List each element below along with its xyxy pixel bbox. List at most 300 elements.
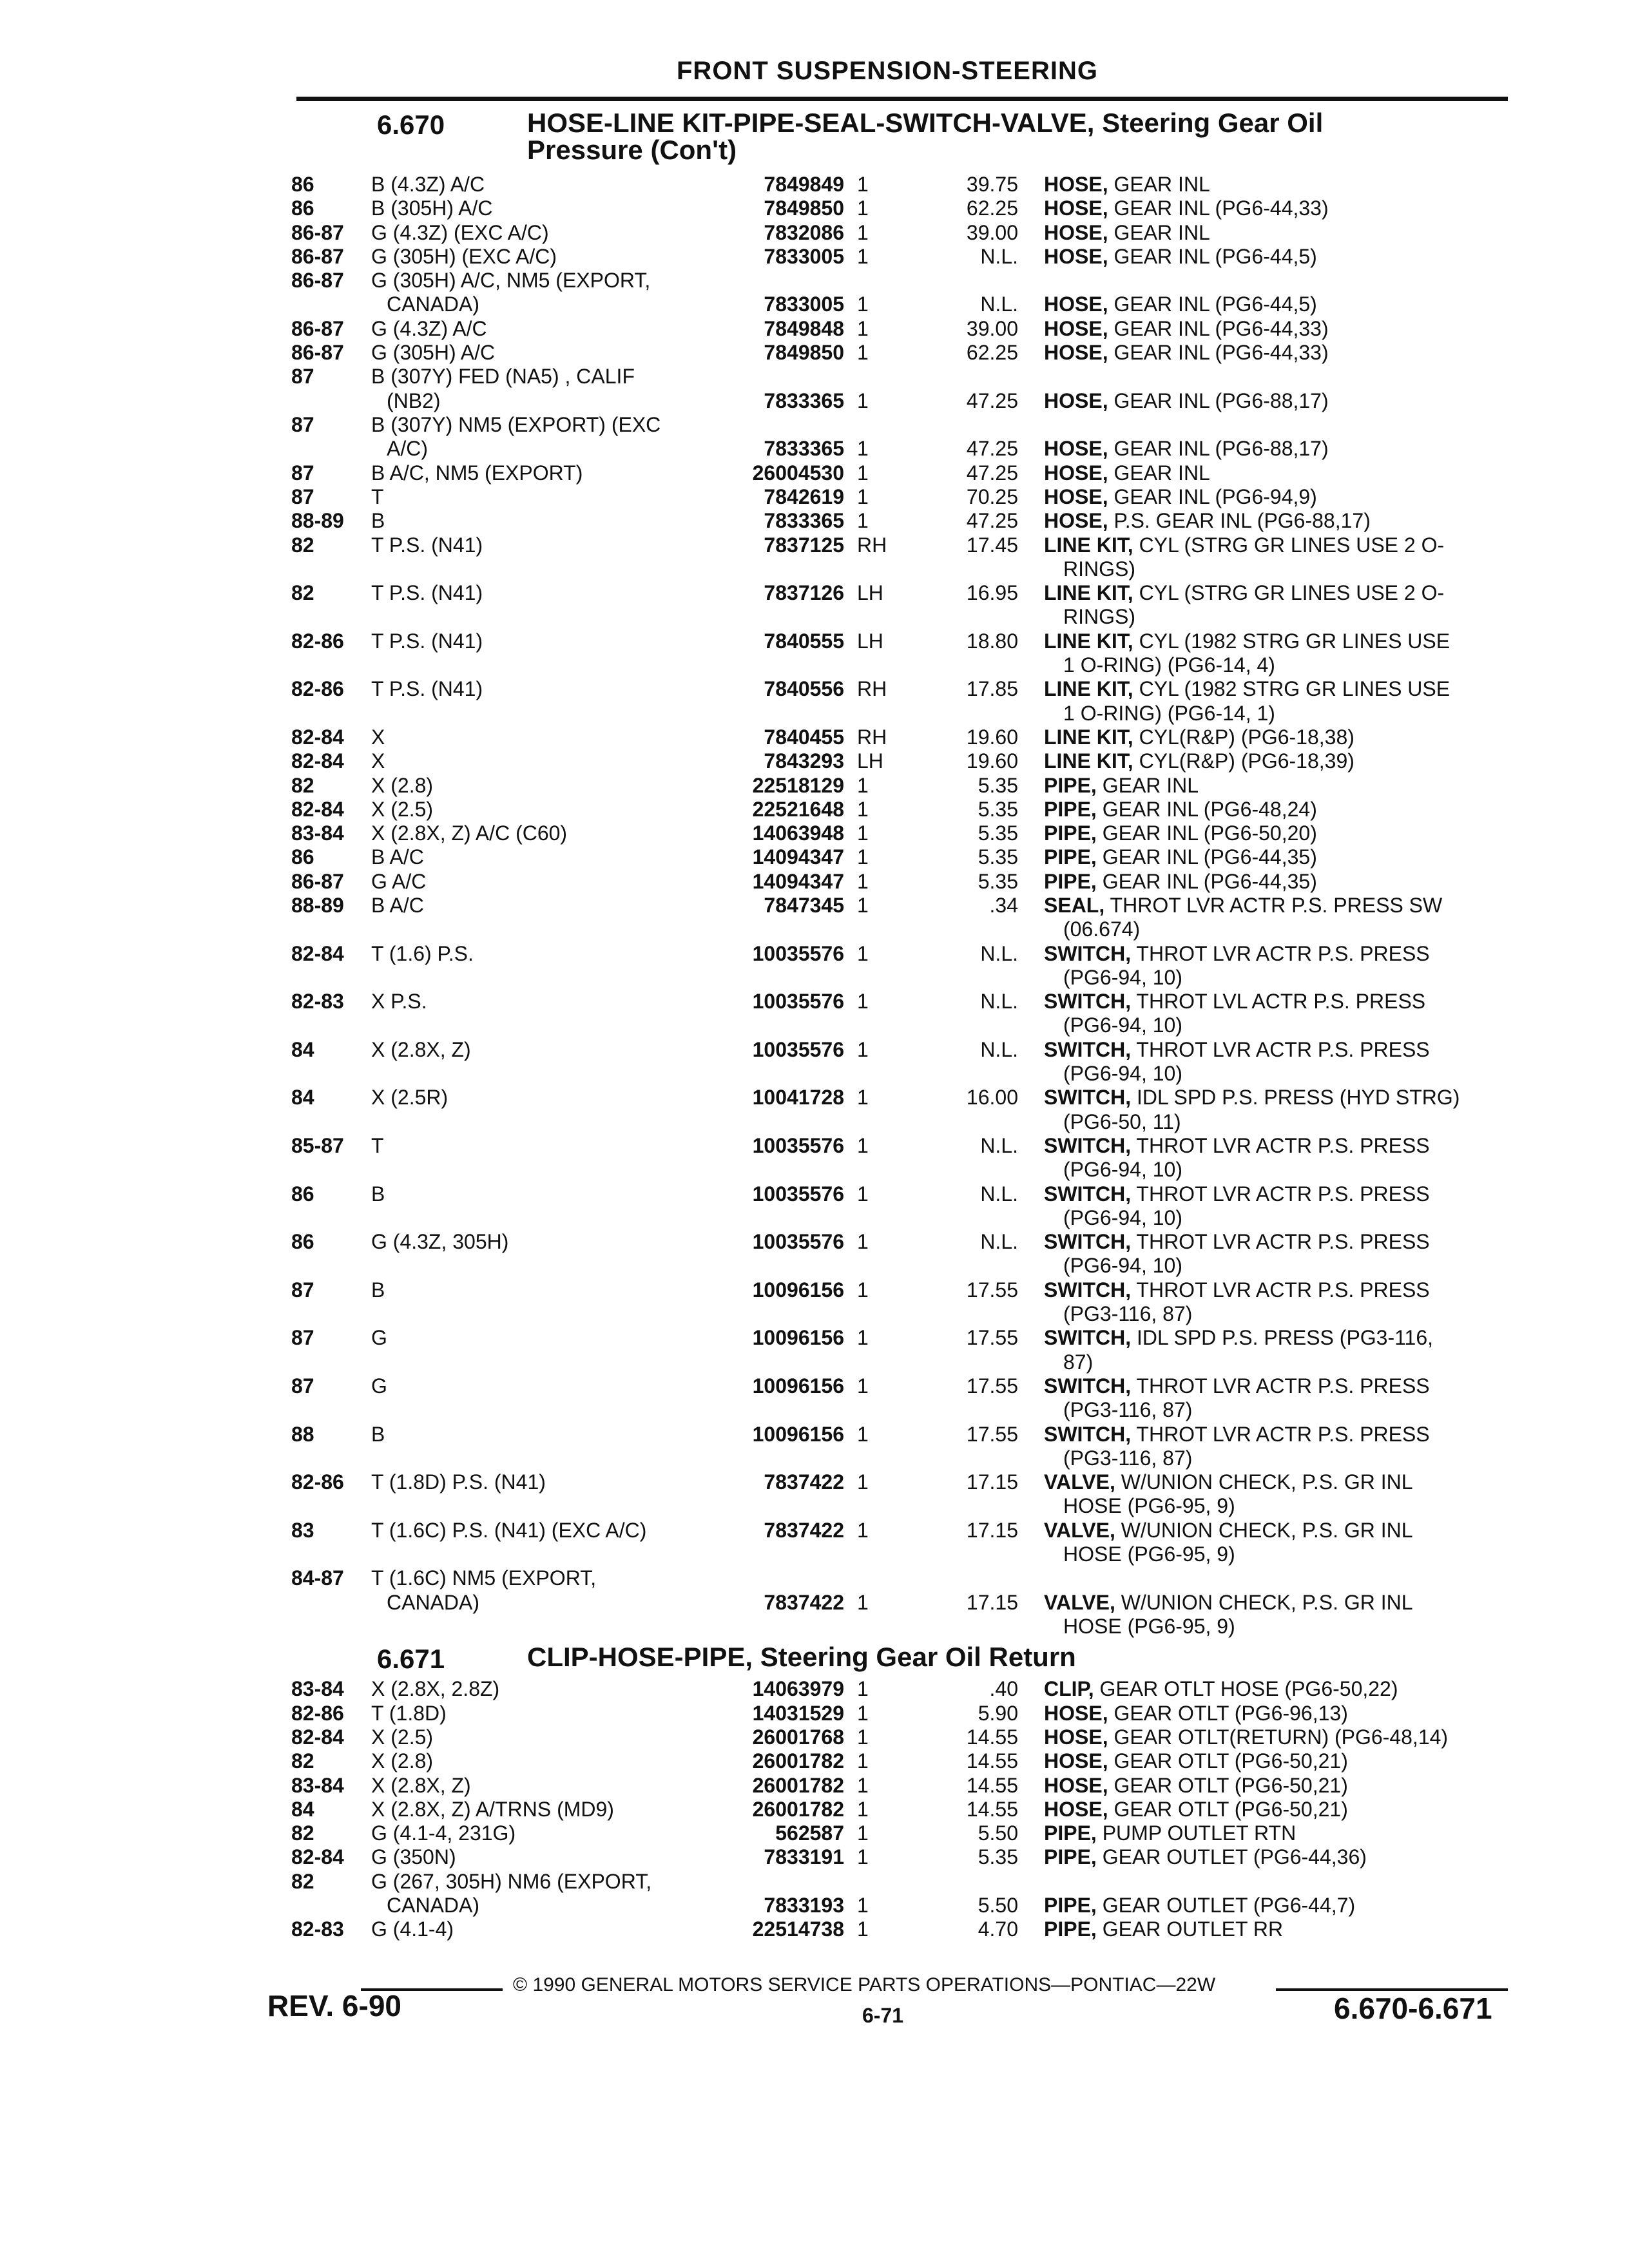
part-name-keyword: HOSE, bbox=[1044, 197, 1108, 220]
part-name: PIPE, GEAR OUTLET RR bbox=[1044, 1917, 1284, 1941]
price: 5.50 bbox=[978, 1893, 1018, 1917]
price: N.L. bbox=[980, 1230, 1018, 1254]
price: N.L. bbox=[980, 990, 1018, 1014]
quantity: 1 bbox=[857, 822, 869, 845]
part-name: VALVE, W/UNION CHECK, P.S. GR INL bbox=[1044, 1470, 1413, 1494]
part-name-keyword: SWITCH, bbox=[1044, 1182, 1132, 1206]
quantity: 1 bbox=[857, 389, 869, 412]
part-name-keyword: LINE KIT, bbox=[1044, 581, 1133, 605]
price: 5.90 bbox=[978, 1701, 1018, 1725]
price: N.L. bbox=[980, 1182, 1018, 1206]
part-name: (PG3-116, 87) bbox=[1063, 1446, 1193, 1470]
table-row bbox=[0, 461, 1629, 485]
quantity: 1 bbox=[857, 173, 869, 196]
model-year: 82-84 bbox=[291, 1845, 344, 1869]
application-description: X (2.8X, Z) bbox=[371, 1037, 471, 1061]
quantity: 1 bbox=[857, 1773, 869, 1797]
model-year: 82-84 bbox=[291, 941, 344, 965]
part-name: 1 O-RING) (PG6-14, 4) bbox=[1063, 653, 1275, 677]
price: 4.70 bbox=[978, 1917, 1018, 1941]
application-description: T (1.6) P.S. bbox=[371, 941, 474, 965]
part-name-keyword: VALVE, bbox=[1044, 1518, 1115, 1542]
table-row bbox=[0, 269, 1629, 317]
table-row bbox=[0, 1230, 1629, 1278]
application-description: B bbox=[371, 509, 385, 533]
price: 18.80 bbox=[966, 629, 1018, 653]
quantity: 1 bbox=[857, 1725, 869, 1749]
application-description: T bbox=[371, 1134, 384, 1157]
part-number: 14063979 bbox=[752, 1677, 844, 1701]
part-name-keyword: SWITCH, bbox=[1044, 1374, 1132, 1398]
part-name-keyword: HOSE, bbox=[1044, 1749, 1108, 1773]
part-name: PIPE, GEAR INL (PG6-44,35) bbox=[1044, 845, 1317, 869]
part-name-keyword: SWITCH, bbox=[1044, 1326, 1132, 1350]
table-row bbox=[0, 485, 1629, 509]
part-number: 22514738 bbox=[752, 1917, 844, 1941]
part-number: 7849850 bbox=[764, 341, 844, 365]
part-name: HOSE (PG6-95, 9) bbox=[1063, 1614, 1235, 1638]
quantity: 1 bbox=[857, 1230, 869, 1254]
part-name: HOSE, GEAR INL (PG6-44,33) bbox=[1044, 341, 1329, 365]
model-year: 82 bbox=[291, 581, 314, 605]
table-row bbox=[0, 798, 1629, 822]
model-year: 85-87 bbox=[291, 1134, 344, 1157]
model-year: 82 bbox=[291, 1869, 314, 1893]
part-number: 14094347 bbox=[752, 869, 844, 893]
application-description: CANADA) bbox=[387, 1590, 480, 1614]
application-description: X (2.5R) bbox=[371, 1086, 448, 1110]
part-number: 10035576 bbox=[752, 1037, 844, 1061]
part-name-keyword: HOSE, bbox=[1044, 437, 1108, 461]
table-row bbox=[0, 317, 1629, 341]
model-year: 88-89 bbox=[291, 509, 344, 533]
part-name-keyword: SEAL, bbox=[1044, 894, 1105, 917]
part-number: 7833193 bbox=[764, 1893, 844, 1917]
part-name-keyword: PIPE, bbox=[1044, 1917, 1097, 1941]
table-row bbox=[0, 1374, 1629, 1423]
part-number: 7840556 bbox=[764, 677, 844, 701]
part-name: SWITCH, THROT LVR ACTR P.S. PRESS bbox=[1044, 1230, 1430, 1254]
part-number: 10096156 bbox=[752, 1278, 844, 1302]
part-number: 7833005 bbox=[764, 293, 844, 316]
table-row bbox=[0, 197, 1629, 220]
model-year: 87 bbox=[291, 461, 314, 485]
price: 5.35 bbox=[978, 869, 1018, 893]
quantity: 1 bbox=[857, 797, 869, 821]
price: N.L. bbox=[980, 244, 1018, 268]
part-name: RINGS) bbox=[1063, 557, 1135, 581]
price: 19.60 bbox=[966, 749, 1018, 773]
quantity: 1 bbox=[857, 461, 869, 485]
application-description: B bbox=[371, 1278, 385, 1302]
table-row bbox=[0, 1470, 1629, 1519]
table-row bbox=[0, 1870, 1629, 1918]
page-header-title: FRONT SUSPENSION-STEERING bbox=[677, 57, 1098, 85]
application-description: T P.S. (N41) bbox=[371, 677, 483, 701]
part-name-keyword: SWITCH, bbox=[1044, 941, 1132, 965]
part-name: SWITCH, THROT LVR ACTR P.S. PRESS bbox=[1044, 1134, 1430, 1157]
application-description: G bbox=[371, 1374, 387, 1398]
application-description: T (1.6C) NM5 (EXPORT, bbox=[371, 1566, 597, 1590]
table-row bbox=[0, 1182, 1629, 1231]
model-year: 82 bbox=[291, 1749, 314, 1773]
part-name-keyword: LINE KIT, bbox=[1044, 725, 1133, 749]
quantity: 1 bbox=[857, 220, 869, 244]
part-name: LINE KIT, CYL (STRG GR LINES USE 2 O- bbox=[1044, 533, 1445, 557]
application-description: X (2.5) bbox=[371, 797, 434, 821]
part-number: 7849848 bbox=[764, 316, 844, 340]
price: 39.75 bbox=[966, 173, 1018, 196]
model-year: 82-84 bbox=[291, 1725, 344, 1749]
part-name-keyword: HOSE, bbox=[1044, 173, 1108, 196]
quantity: 1 bbox=[857, 1037, 869, 1061]
model-year: 82-83 bbox=[291, 1917, 344, 1941]
part-number: 10035576 bbox=[752, 1182, 844, 1206]
table-row bbox=[0, 1677, 1629, 1701]
part-name-keyword: HOSE, bbox=[1044, 389, 1108, 412]
price: 14.55 bbox=[966, 1749, 1018, 1773]
table-row bbox=[0, 413, 1629, 461]
part-name: HOSE, GEAR INL (PG6-44,5) bbox=[1044, 244, 1317, 268]
table-row bbox=[0, 581, 1629, 629]
part-number: 10096156 bbox=[752, 1326, 844, 1350]
application-description: G (4.1-4) bbox=[371, 1917, 454, 1941]
quantity: 1 bbox=[857, 1278, 869, 1302]
part-name-keyword: PIPE, bbox=[1044, 797, 1097, 821]
application-description: CANADA) bbox=[387, 1893, 480, 1917]
application-description: G (4.1-4, 231G) bbox=[371, 1821, 516, 1845]
part-name-keyword: PIPE, bbox=[1044, 1845, 1097, 1869]
price: 19.60 bbox=[966, 725, 1018, 749]
part-name-keyword: HOSE, bbox=[1044, 1701, 1108, 1725]
quantity: 1 bbox=[857, 485, 869, 508]
part-name: HOSE, GEAR INL (PG6-88,17) bbox=[1044, 437, 1329, 461]
table-row bbox=[0, 1725, 1629, 1749]
price: 17.55 bbox=[966, 1278, 1018, 1302]
part-name: PIPE, GEAR INL (PG6-48,24) bbox=[1044, 797, 1317, 821]
part-name-keyword: LINE KIT, bbox=[1044, 749, 1133, 773]
model-year: 86-87 bbox=[291, 244, 344, 268]
part-name-keyword: HOSE, bbox=[1044, 244, 1108, 268]
price: 5.35 bbox=[978, 1845, 1018, 1869]
part-name: HOSE, GEAR INL (PG6-44,33) bbox=[1044, 197, 1329, 220]
model-year: 83-84 bbox=[291, 822, 344, 845]
revision-label: REV. 6-90 bbox=[267, 1989, 401, 2023]
model-year: 87 bbox=[291, 485, 314, 508]
part-number: 7837422 bbox=[764, 1518, 844, 1542]
part-number: 7849849 bbox=[764, 173, 844, 196]
table-row bbox=[0, 629, 1629, 678]
table-row bbox=[0, 726, 1629, 749]
quantity: 1 bbox=[857, 1086, 869, 1110]
price: 5.35 bbox=[978, 797, 1018, 821]
price: 16.00 bbox=[966, 1086, 1018, 1110]
part-name: LINE KIT, CYL (STRG GR LINES USE 2 O- bbox=[1044, 581, 1445, 605]
part-name: HOSE (PG6-95, 9) bbox=[1063, 1494, 1235, 1518]
price: 14.55 bbox=[966, 1797, 1018, 1821]
price: 39.00 bbox=[966, 316, 1018, 340]
price: 17.55 bbox=[966, 1326, 1018, 1350]
part-number: 10096156 bbox=[752, 1422, 844, 1446]
table-row bbox=[0, 365, 1629, 413]
quantity: RH bbox=[857, 533, 887, 557]
table-row bbox=[0, 1086, 1629, 1134]
application-description: B A/C, NM5 (EXPORT) bbox=[371, 461, 583, 485]
section-number: 6.670 bbox=[377, 110, 445, 140]
part-name: 1 O-RING) (PG6-14, 1) bbox=[1063, 701, 1275, 725]
model-year: 82-84 bbox=[291, 797, 344, 821]
part-name-keyword: SWITCH, bbox=[1044, 1086, 1132, 1110]
part-number: 7837125 bbox=[764, 533, 844, 557]
quantity: 1 bbox=[857, 1422, 869, 1446]
part-name-keyword: HOSE, bbox=[1044, 1725, 1108, 1749]
quantity: RH bbox=[857, 677, 887, 701]
model-year: 84-87 bbox=[291, 1566, 344, 1590]
table-row bbox=[0, 1423, 1629, 1471]
application-description: (NB2) bbox=[387, 389, 441, 412]
model-year: 83-84 bbox=[291, 1677, 344, 1701]
section-title-line2: Pressure (Con't) bbox=[527, 135, 737, 165]
application-description: T bbox=[371, 485, 384, 508]
part-name-keyword: SWITCH, bbox=[1044, 1422, 1132, 1446]
application-description: B (4.3Z) A/C bbox=[371, 173, 485, 196]
section-title bbox=[527, 110, 1323, 164]
part-name-keyword: PIPE, bbox=[1044, 1893, 1097, 1917]
part-number: 10035576 bbox=[752, 990, 844, 1014]
part-name: (PG6-94, 10) bbox=[1063, 1014, 1182, 1037]
quantity: 1 bbox=[857, 1845, 869, 1869]
price: 17.55 bbox=[966, 1422, 1018, 1446]
table-row bbox=[0, 990, 1629, 1038]
part-number: 7837126 bbox=[764, 581, 844, 605]
part-name-keyword: PIPE, bbox=[1044, 1821, 1097, 1845]
part-number: 7833365 bbox=[764, 437, 844, 461]
part-number: 7847345 bbox=[764, 894, 844, 917]
part-name: SWITCH, THROT LVR ACTR P.S. PRESS bbox=[1044, 1374, 1430, 1398]
price: 70.25 bbox=[966, 485, 1018, 508]
part-number: 10035576 bbox=[752, 1134, 844, 1157]
part-number: 7849850 bbox=[764, 197, 844, 220]
part-number: 562587 bbox=[775, 1821, 844, 1845]
application-description: T P.S. (N41) bbox=[371, 629, 483, 653]
model-year: 82 bbox=[291, 533, 314, 557]
application-description: A/C) bbox=[387, 437, 428, 461]
part-name: HOSE, GEAR OTLT (PG6-96,13) bbox=[1044, 1701, 1348, 1725]
part-number: 26001768 bbox=[752, 1725, 844, 1749]
application-description: X (2.8X, Z) A/TRNS (MD9) bbox=[371, 1797, 614, 1821]
table-row bbox=[0, 173, 1629, 197]
part-name: HOSE, GEAR INL (PG6-94,9) bbox=[1044, 485, 1317, 508]
price: 47.25 bbox=[966, 509, 1018, 533]
part-name: (PG6-94, 10) bbox=[1063, 1158, 1182, 1182]
application-description: X (2.8X, Z) bbox=[371, 1773, 471, 1797]
table-row bbox=[0, 1821, 1629, 1845]
table-row bbox=[0, 822, 1629, 845]
application-description: X bbox=[371, 749, 385, 773]
model-year: 82 bbox=[291, 773, 314, 797]
part-name: PIPE, GEAR OUTLET (PG6-44,7) bbox=[1044, 1893, 1356, 1917]
price: 5.35 bbox=[978, 822, 1018, 845]
part-number: 26001782 bbox=[752, 1797, 844, 1821]
part-name: PIPE, GEAR INL (PG6-44,35) bbox=[1044, 869, 1317, 893]
part-name: CLIP, GEAR OTLT HOSE (PG6-50,22) bbox=[1044, 1677, 1398, 1701]
part-number: 22521648 bbox=[752, 797, 844, 821]
model-year: 86 bbox=[291, 197, 314, 220]
application-description: T P.S. (N41) bbox=[371, 581, 483, 605]
application-description: B bbox=[371, 1422, 385, 1446]
part-number: 7837422 bbox=[764, 1590, 844, 1614]
table-row bbox=[0, 509, 1629, 533]
quantity: 1 bbox=[857, 1749, 869, 1773]
application-description: T (1.6C) P.S. (N41) (EXC A/C) bbox=[371, 1518, 647, 1542]
part-name: HOSE, GEAR OTLT (PG6-50,21) bbox=[1044, 1797, 1348, 1821]
part-name-keyword: CLIP, bbox=[1044, 1677, 1094, 1701]
part-name: (PG6-94, 10) bbox=[1063, 1062, 1182, 1086]
part-name: HOSE, GEAR INL (PG6-44,33) bbox=[1044, 316, 1329, 340]
model-year: 83-84 bbox=[291, 1773, 344, 1797]
part-number: 26004530 bbox=[752, 461, 844, 485]
quantity: 1 bbox=[857, 990, 869, 1014]
part-number: 10035576 bbox=[752, 1230, 844, 1254]
part-name: (PG6-94, 10) bbox=[1063, 965, 1182, 989]
application-description: G A/C bbox=[371, 869, 427, 893]
table-row bbox=[0, 1845, 1629, 1869]
quantity: 1 bbox=[857, 1677, 869, 1701]
table-row bbox=[0, 870, 1629, 894]
part-name: PIPE, PUMP OUTLET RTN bbox=[1044, 1821, 1296, 1845]
part-name-keyword: VALVE, bbox=[1044, 1470, 1115, 1494]
table-row bbox=[0, 1702, 1629, 1725]
model-year: 86-87 bbox=[291, 341, 344, 365]
quantity: LH bbox=[857, 581, 883, 605]
quantity: 1 bbox=[857, 1518, 869, 1542]
part-name: SWITCH, THROT LVR ACTR P.S. PRESS bbox=[1044, 1278, 1430, 1302]
model-year: 84 bbox=[291, 1037, 314, 1061]
part-name: LINE KIT, CYL(R&P) (PG6-18,38) bbox=[1044, 725, 1354, 749]
part-number: 7840455 bbox=[764, 725, 844, 749]
part-number: 7833005 bbox=[764, 244, 844, 268]
quantity: 1 bbox=[857, 1797, 869, 1821]
quantity: 1 bbox=[857, 1590, 869, 1614]
part-name-keyword: PIPE, bbox=[1044, 869, 1097, 893]
header-rule bbox=[296, 97, 1508, 101]
price: 5.50 bbox=[978, 1821, 1018, 1845]
footer-copyright: © 1990 GENERAL MOTORS SERVICE PARTS OPERATIONS—PONTIAC—22W bbox=[513, 1974, 1216, 1995]
application-description: G bbox=[371, 1326, 387, 1350]
part-name: SWITCH, THROT LVR ACTR P.S. PRESS bbox=[1044, 1422, 1430, 1446]
part-name: PIPE, GEAR INL bbox=[1044, 773, 1199, 797]
application-description: G (267, 305H) NM6 (EXPORT, bbox=[371, 1869, 652, 1893]
model-year: 87 bbox=[291, 1278, 314, 1302]
table-row bbox=[0, 221, 1629, 245]
part-name: VALVE, W/UNION CHECK, P.S. GR INL bbox=[1044, 1590, 1413, 1614]
part-name-keyword: PIPE, bbox=[1044, 845, 1097, 869]
model-year: 82-84 bbox=[291, 749, 344, 773]
part-number: 7833191 bbox=[764, 1845, 844, 1869]
table-row bbox=[0, 533, 1629, 582]
application-description: B bbox=[371, 1182, 385, 1206]
model-year: 87 bbox=[291, 413, 314, 436]
application-description: G (305H) A/C bbox=[371, 341, 496, 365]
quantity: 1 bbox=[857, 293, 869, 316]
application-description: G (305H) A/C, NM5 (EXPORT, bbox=[371, 269, 651, 293]
quantity: 1 bbox=[857, 1182, 869, 1206]
part-name: HOSE, GEAR OTLT(RETURN) (PG6-48,14) bbox=[1044, 1725, 1449, 1749]
model-year: 87 bbox=[291, 365, 314, 389]
quantity: 1 bbox=[857, 316, 869, 340]
quantity: 1 bbox=[857, 1821, 869, 1845]
part-name: HOSE, GEAR OTLT (PG6-50,21) bbox=[1044, 1749, 1348, 1773]
part-name-keyword: HOSE, bbox=[1044, 220, 1108, 244]
section-title-line1: HOSE-LINE KIT-PIPE-SEAL-SWITCH-VALVE, Steering Gear Oil bbox=[527, 108, 1324, 138]
part-name-keyword: SWITCH, bbox=[1044, 1278, 1132, 1302]
model-year: 87 bbox=[291, 1374, 314, 1398]
part-name: HOSE, GEAR INL bbox=[1044, 461, 1210, 485]
model-year: 86-87 bbox=[291, 869, 344, 893]
quantity: 1 bbox=[857, 1701, 869, 1725]
part-name: HOSE (PG6-95, 9) bbox=[1063, 1542, 1235, 1566]
part-name: (PG3-116, 87) bbox=[1063, 1398, 1193, 1422]
part-number: 26001782 bbox=[752, 1749, 844, 1773]
application-description: CANADA) bbox=[387, 293, 480, 316]
part-number: 14031529 bbox=[752, 1701, 844, 1725]
application-description: X (2.8) bbox=[371, 773, 434, 797]
quantity: 1 bbox=[857, 509, 869, 533]
quantity: 1 bbox=[857, 1374, 869, 1398]
part-name: LINE KIT, CYL(R&P) (PG6-18,39) bbox=[1044, 749, 1354, 773]
application-description: B A/C bbox=[371, 894, 424, 917]
quantity: 1 bbox=[857, 894, 869, 917]
model-year: 86 bbox=[291, 1182, 314, 1206]
part-number: 14063948 bbox=[752, 822, 844, 845]
quantity: LH bbox=[857, 749, 883, 773]
section-number-6671: 6.671 bbox=[377, 1644, 445, 1675]
model-year: 82-86 bbox=[291, 1701, 344, 1725]
application-description: G (305H) (EXC A/C) bbox=[371, 244, 557, 268]
part-name: RINGS) bbox=[1063, 605, 1135, 629]
part-name: HOSE, GEAR OTLT (PG6-50,21) bbox=[1044, 1773, 1348, 1797]
price: N.L. bbox=[980, 293, 1018, 316]
part-number: 10041728 bbox=[752, 1086, 844, 1110]
model-year: 86 bbox=[291, 173, 314, 196]
part-name-keyword: HOSE, bbox=[1044, 293, 1108, 316]
application-description: T (1.8D) P.S. (N41) bbox=[371, 1470, 546, 1494]
part-name: HOSE, GEAR INL bbox=[1044, 220, 1210, 244]
quantity: 1 bbox=[857, 1917, 869, 1941]
part-name-keyword: HOSE, bbox=[1044, 485, 1108, 508]
table-row bbox=[0, 1278, 1629, 1327]
part-name: HOSE, P.S. GEAR INL (PG6-88,17) bbox=[1044, 509, 1371, 533]
part-name-keyword: HOSE, bbox=[1044, 509, 1108, 533]
application-description: X bbox=[371, 725, 385, 749]
model-year: 86 bbox=[291, 1230, 314, 1254]
price: .34 bbox=[989, 894, 1018, 917]
application-description: T (1.8D) bbox=[371, 1701, 447, 1725]
table-row bbox=[0, 1749, 1629, 1773]
part-name: LINE KIT, CYL (1982 STRG GR LINES USE bbox=[1044, 629, 1451, 653]
part-number: 7842619 bbox=[764, 485, 844, 508]
model-year: 86-87 bbox=[291, 269, 344, 293]
part-number: 7843293 bbox=[764, 749, 844, 773]
part-number: 14094347 bbox=[752, 845, 844, 869]
part-name: (PG6-94, 10) bbox=[1063, 1206, 1182, 1229]
part-number: 26001782 bbox=[752, 1773, 844, 1797]
price: 14.55 bbox=[966, 1725, 1018, 1749]
application-description: B (307Y) FED (NA5) , CALIF bbox=[371, 365, 635, 389]
table-row bbox=[0, 1917, 1629, 1941]
quantity: RH bbox=[857, 725, 887, 749]
part-number: 22518129 bbox=[752, 773, 844, 797]
